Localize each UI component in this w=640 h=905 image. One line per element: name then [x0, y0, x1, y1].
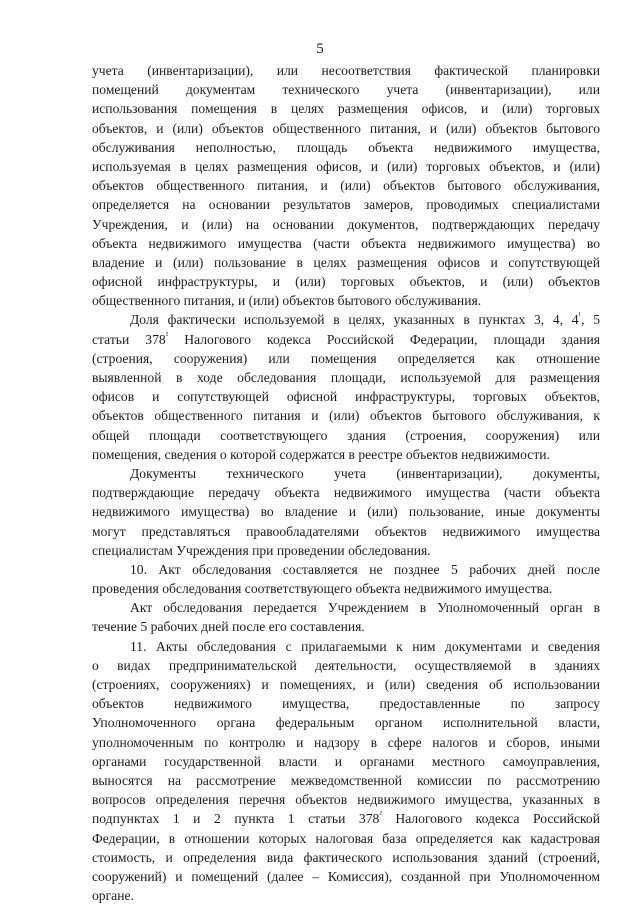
text-line: 10. Акт обследования составляется не позднее 5 рабочих дней после	[130, 561, 600, 577]
text-line: (строениях, сооружениях) и помещениях, и (или) сведения об использовании	[92, 677, 600, 692]
text-line: помещений документам технического учета (инвентаризации), или	[92, 82, 600, 98]
text-line: обслуживания неполностью, площадь объекта недвижимого имущества,	[92, 139, 600, 155]
text-line: общей площади соответствующего здания (строения, сооружения) или	[92, 427, 600, 443]
text-line: специалистам Учреждения при проведении обследования.	[92, 542, 431, 558]
text-line: статьи $378^{^2}$ Налогового кодекса Российской Федерации, площади здания	[92, 329, 600, 347]
text-line: офисов и сопутствующей офисной инфраструктуры, торговых объектов,	[92, 389, 600, 405]
text-line: недвижимого имущества) во владение и (или) пользование, иные документы	[92, 504, 600, 520]
text-line: 11. Акты обследования с прилагаемыми к ним документами и сведения	[130, 638, 600, 654]
text-line: помещения, сведения о которой содержатся в реестре объектов недвижимости.	[92, 446, 550, 462]
text-line: подтверждающие передачу объекта недвижимого имущества (части объекта	[92, 485, 600, 501]
text-line: органами государственной власти и органами местного самоуправления,	[92, 753, 600, 769]
text-line: проведения обследования соответствующего объекта недвижимого имущества.	[92, 581, 553, 597]
text-line: объекта недвижимого имущества (части объекта недвижимого имущества) во	[92, 235, 600, 251]
text-line: выносятся на рассмотрение межведомственной комиссии по рассмотрению	[92, 772, 600, 788]
text-line: офисной инфраструктуры, и (или) торговых объектов, и (или) объектов	[92, 274, 600, 290]
text-line: учета (инвентаризации), или несоответствия фактической планировки	[92, 63, 600, 78]
text-line: сооружений) и помещений (далее – Комиссия), созданной при Уполномоченном	[92, 868, 600, 884]
text-line: Уполномоченного органа федеральным органом исполнительной власти,	[92, 715, 600, 731]
text-line: о видах предпринимательской деятельности, осуществляемой в зданиях	[92, 657, 600, 673]
text-line: течение 5 рабочих дней после его составления.	[92, 619, 365, 635]
text-line: могут представляться правообладателями объектов недвижимого имущества	[92, 523, 600, 539]
text-line: Документы технического учета (инвентаризации), документы,	[130, 465, 600, 481]
text-line: Федерации, в отношении которых налоговая база определяется как кадастровая	[92, 830, 600, 846]
text-line: использования помещения в целях размещения офисов, и (или) торговых	[92, 101, 600, 117]
text-line: объектов, и (или) объектов общественного питания, и (или) объектов бытового	[92, 120, 600, 136]
text-line: выявленной в ходе обследования площади, используемой для размещения	[92, 370, 600, 385]
page-number: 5	[316, 41, 324, 57]
text-line: владение и (или) пользование в целях размещения офисов и сопутствующей	[92, 254, 600, 270]
text-line: (строения, сооружения) или помещения определяется как отношение	[92, 350, 600, 366]
text-line: определяется на основании результатов замеров, проводимых специалистами	[92, 197, 600, 213]
text-line: вопросов определения перечня объектов недвижимого имущества, указанных в	[92, 792, 600, 808]
text-line: общественного питания, и (или) объектов бытового обслуживания.	[92, 293, 482, 309]
text-line: используемая в целях размещения офисов, и (или) торговых объектов, и (или)	[92, 158, 600, 174]
text-line: органе.	[92, 888, 134, 904]
text-line: Доля фактически используемой в целях, указанных в пунктах 3, 4, $4^{^1}$, 5	[130, 310, 601, 328]
text-line: объектов общественного питания и (или) объектов бытового обслуживания, к	[92, 408, 600, 424]
text-line: Учреждения, и (или) на основании документов, подтверждающих передачу	[92, 216, 600, 232]
text-line: стоимость, и определения вида фактического использования зданий (строений,	[92, 849, 600, 865]
text-line: объектов общественного питания, и (или) объектов бытового обслуживания,	[92, 178, 600, 194]
text-line: Акт обследования передается Учреждением в Уполномоченный орган в	[130, 600, 600, 616]
text-line: объектов недвижимого имущества, предоставленные по запросу	[92, 696, 600, 712]
body-text	[92, 61, 600, 905]
text-line: уполномоченным по контролю и надзору в сфере налогов и сборов, иными	[92, 734, 600, 750]
text-line: подпунктах 1 и 2 пункта 1 статьи $378^{^2}$ Налогового кодекса Российской	[92, 809, 600, 827]
